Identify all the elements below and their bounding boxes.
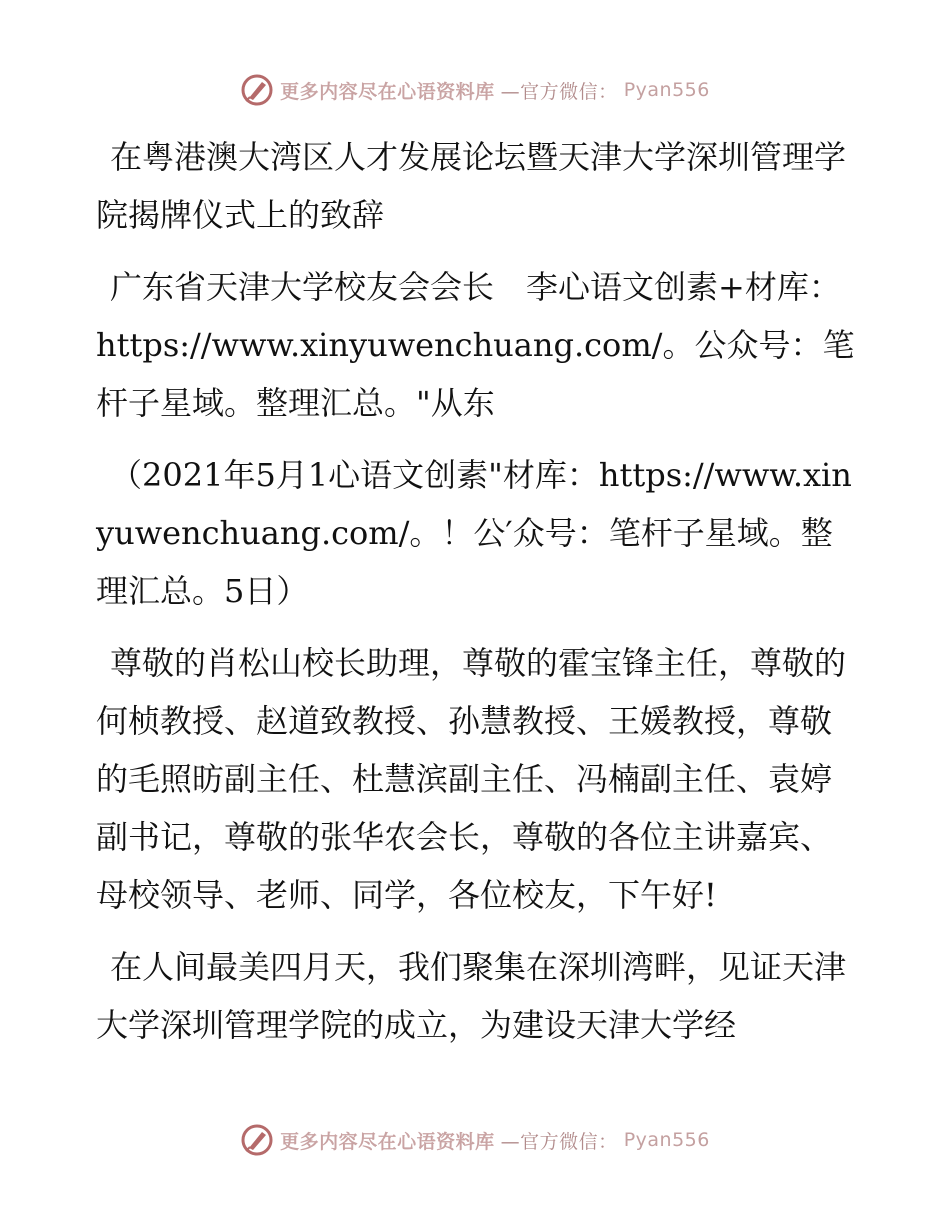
document-byline: 广东省天津大学校友会会长 李心语文创素+材库：https://www.xinyuwenchuang.com/。公众号：笔杆子星域。整理汇总。"从东 [96, 268, 855, 422]
header-watermark [0, 70, 950, 110]
quill-pen-logo-icon [240, 73, 274, 107]
watermark-main-text: 更多内容尽在心语资料库 [280, 80, 495, 103]
document-body [96, 128, 856, 1068]
watermark-main-text: 更多内容尽在心语资料库 [280, 1130, 495, 1153]
watermark-wechat-id: Pyan556 [623, 1129, 710, 1151]
quill-pen-logo-icon [240, 1123, 274, 1157]
paragraph-opening: 在人间最美四月天，我们聚集在深圳湾畔，见证天津大学深圳管理学院的成立，为建设天津大学经 [96, 948, 847, 1044]
paragraph-greeting: 尊敬的肖松山校长助理，尊敬的霍宝锋主任，尊敬的何桢教授、赵道致教授、孙慧教授、王媛教授，尊敬的毛照昉副主任、杜慧滨副主任、冯楠副主任、袁婷副书记，尊敬的张华农会长，尊敬的各位主讲嘉宾、母校领导、老师、同学，各位校友，下午好! [96, 644, 847, 914]
watermark-official-label: —官方微信： [500, 1130, 618, 1153]
watermark-official-label: —官方微信： [500, 80, 618, 103]
watermark-wechat-id: Pyan556 [623, 79, 710, 101]
footer-watermark [0, 1120, 950, 1160]
document-date: （2021年5月1心语文创素"材库：https://www.xinyuwenchuang.com/。！公′众号：笔杆子星域。整理汇总。5日） [96, 456, 852, 610]
document-title: 在粤港澳大湾区人才发展论坛暨天津大学深圳管理学院揭牌仪式上的致辞 [96, 138, 847, 234]
